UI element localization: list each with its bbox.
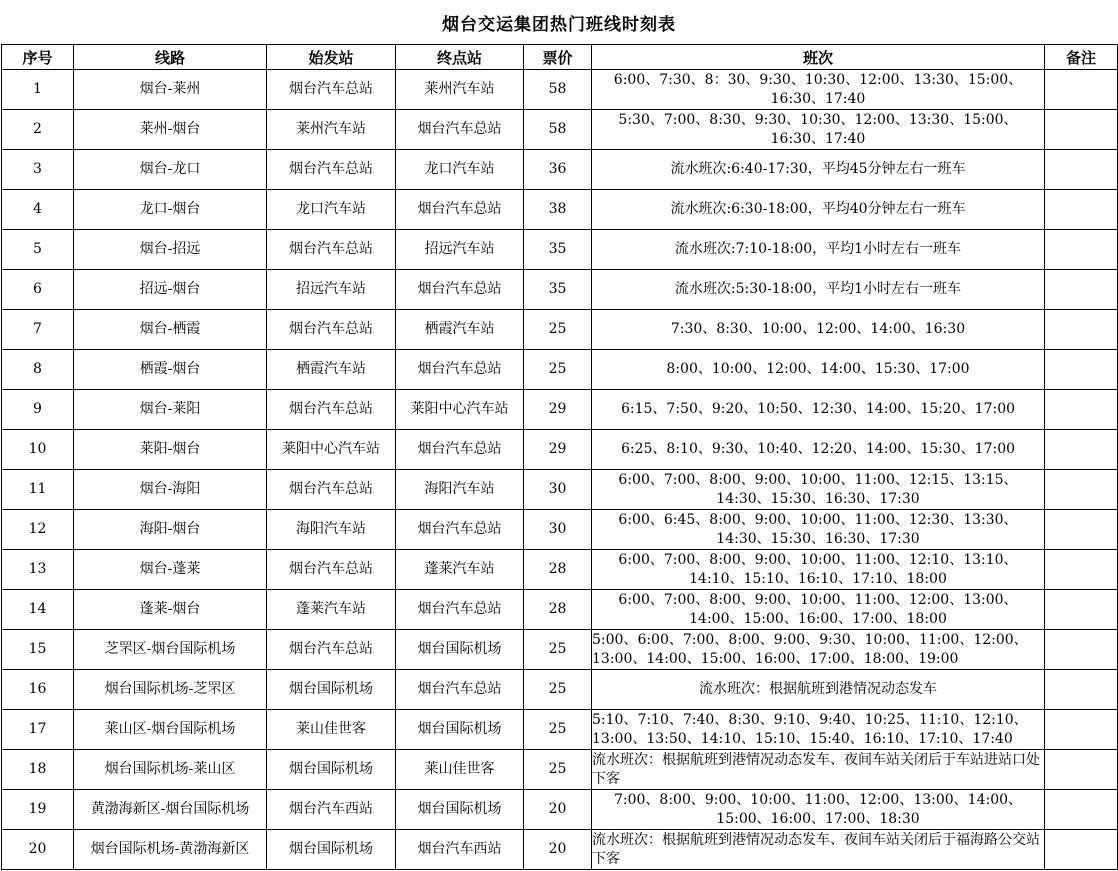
row-number: 15: [2, 630, 74, 670]
note: [1045, 670, 1118, 710]
origin-station: 烟台汽车总站: [267, 70, 396, 110]
ticket-price: 25: [524, 310, 592, 350]
destination-station: 烟台汽车总站: [396, 190, 524, 230]
table-row: [2, 830, 1118, 870]
ticket-price: 28: [524, 550, 592, 590]
schedule-table: [1, 44, 1118, 870]
table-row: [2, 710, 1118, 750]
destination-station: 烟台汽车总站: [396, 110, 524, 150]
row-number: 2: [2, 110, 74, 150]
ticket-price: 30: [524, 470, 592, 510]
note: [1045, 230, 1118, 270]
header-note: 备注: [1045, 45, 1118, 70]
schedule-times: 8:00、10:00、12:00、14:00、15:30、17:00: [592, 350, 1045, 390]
table-row: [2, 70, 1118, 110]
row-number: 12: [2, 510, 74, 550]
origin-station: 烟台汽车总站: [267, 550, 396, 590]
row-number: 7: [2, 310, 74, 350]
note: [1045, 390, 1118, 430]
note: [1045, 350, 1118, 390]
route-name: 黄渤海新区-烟台国际机场: [74, 790, 267, 830]
origin-station: 烟台汽车总站: [267, 470, 396, 510]
destination-station: 烟台汽车西站: [396, 830, 524, 870]
row-number: 10: [2, 430, 74, 470]
route-name: 莱阳-烟台: [74, 430, 267, 470]
note: [1045, 590, 1118, 630]
note: [1045, 790, 1118, 830]
table-row: [2, 230, 1118, 270]
row-number: 14: [2, 590, 74, 630]
ticket-price: 25: [524, 710, 592, 750]
destination-station: 莱州汽车站: [396, 70, 524, 110]
table-row: [2, 550, 1118, 590]
row-number: 6: [2, 270, 74, 310]
note: [1045, 510, 1118, 550]
table-row: [2, 670, 1118, 710]
schedule-times: 5:00、6:00、7:00、8:00、9:00、9:30、10:00、11:00、12:00、13:00、14:00、15:00、16:00、17:00、18:00、19:00: [592, 630, 1045, 670]
ticket-price: 35: [524, 270, 592, 310]
table-row: [2, 470, 1118, 510]
table-row: [2, 270, 1118, 310]
note: [1045, 470, 1118, 510]
table-row: [2, 630, 1118, 670]
route-name: 烟台-龙口: [74, 150, 267, 190]
header-schedule: 班次: [592, 45, 1045, 70]
table-row: [2, 350, 1118, 390]
route-name: 烟台-栖霞: [74, 310, 267, 350]
ticket-price: 38: [524, 190, 592, 230]
note: [1045, 70, 1118, 110]
route-name: 烟台-海阳: [74, 470, 267, 510]
origin-station: 莱州汽车站: [267, 110, 396, 150]
note: [1045, 830, 1118, 870]
schedule-times: 7:30、8:30、10:00、12:00、14:00、16:30: [592, 310, 1045, 350]
origin-station: 烟台汽车西站: [267, 790, 396, 830]
note: [1045, 550, 1118, 590]
table-row: [2, 310, 1118, 350]
destination-station: 蓬莱汽车站: [396, 550, 524, 590]
row-number: 9: [2, 390, 74, 430]
route-name: 蓬莱-烟台: [74, 590, 267, 630]
destination-station: 莱山佳世客: [396, 750, 524, 790]
route-name: 烟台-招远: [74, 230, 267, 270]
schedule-times: 6:00、7:00、8:00、9:00、10:00、11:00、12:10、13:10、14:10、15:10、16:10、17:10、18:00: [592, 550, 1045, 590]
schedule-times: 6:15、7:50、9:20、10:50、12:30、14:00、15:20、17:00: [592, 390, 1045, 430]
origin-station: 蓬莱汽车站: [267, 590, 396, 630]
table-row: [2, 510, 1118, 550]
destination-station: 烟台汽车总站: [396, 350, 524, 390]
ticket-price: 35: [524, 230, 592, 270]
schedule-times: 流水班次:5:30-18:00，平均1小时左右一班车: [592, 270, 1045, 310]
ticket-price: 28: [524, 590, 592, 630]
row-number: 4: [2, 190, 74, 230]
schedule-times: 7:00、8:00、9:00、10:00、11:00、12:00、13:00、14:00、15:00、16:00、17:00、18:30: [592, 790, 1045, 830]
schedule-times: 流水班次:6:40-17:30，平均45分钟左右一班车: [592, 150, 1045, 190]
route-name: 烟台国际机场-黄渤海新区: [74, 830, 267, 870]
route-name: 烟台国际机场-莱山区: [74, 750, 267, 790]
ticket-price: 20: [524, 790, 592, 830]
note: [1045, 150, 1118, 190]
schedule-times: 6:00、7:30、8：30、9:30、10:30、12:00、13:30、15:00、16:30、17:40: [592, 70, 1045, 110]
row-number: 8: [2, 350, 74, 390]
origin-station: 烟台汽车总站: [267, 390, 396, 430]
route-name: 莱山区-烟台国际机场: [74, 710, 267, 750]
ticket-price: 29: [524, 430, 592, 470]
destination-station: 烟台汽车总站: [396, 670, 524, 710]
row-number: 16: [2, 670, 74, 710]
route-name: 烟台-莱州: [74, 70, 267, 110]
schedule-times: 流水班次:6:30-18:00，平均40分钟左右一班车: [592, 190, 1045, 230]
ticket-price: 25: [524, 350, 592, 390]
header-price: 票价: [524, 45, 592, 70]
destination-station: 烟台国际机场: [396, 710, 524, 750]
note: [1045, 310, 1118, 350]
schedule-times: 流水班次：根据航班到港情况动态发车、夜间车站关闭后于福海路公交站下客: [592, 830, 1045, 870]
header-no: 序号: [2, 45, 74, 70]
route-name: 海阳-烟台: [74, 510, 267, 550]
schedule-times: 流水班次:7:10-18:00，平均1小时左右一班车: [592, 230, 1045, 270]
schedule-times: 6:00、7:00、8:00、9:00、10:00、11:00、12:15、13:15、14:30、15:30、16:30、17:30: [592, 470, 1045, 510]
note: [1045, 190, 1118, 230]
origin-station: 烟台国际机场: [267, 830, 396, 870]
schedule-times: 流水班次：根据航班到港情况动态发车、夜间车站关闭后于车站进站口处下客: [592, 750, 1045, 790]
route-name: 栖霞-烟台: [74, 350, 267, 390]
destination-station: 烟台汽车总站: [396, 270, 524, 310]
ticket-price: 25: [524, 630, 592, 670]
note: [1045, 710, 1118, 750]
destination-station: 烟台汽车总站: [396, 510, 524, 550]
ticket-price: 30: [524, 510, 592, 550]
ticket-price: 20: [524, 830, 592, 870]
row-number: 19: [2, 790, 74, 830]
table-row: [2, 430, 1118, 470]
destination-station: 栖霞汽车站: [396, 310, 524, 350]
row-number: 20: [2, 830, 74, 870]
origin-station: 烟台汽车总站: [267, 630, 396, 670]
origin-station: 招远汽车站: [267, 270, 396, 310]
origin-station: 烟台国际机场: [267, 670, 396, 710]
destination-station: 海阳汽车站: [396, 470, 524, 510]
schedule-times: 流水班次：根据航班到港情况动态发车: [592, 670, 1045, 710]
route-name: 烟台-莱阳: [74, 390, 267, 430]
note: [1045, 750, 1118, 790]
schedule-times: 6:25、8:10、9:30、10:40、12:20、14:00、15:30、17:00: [592, 430, 1045, 470]
route-name: 烟台-蓬莱: [74, 550, 267, 590]
ticket-price: 25: [524, 670, 592, 710]
row-number: 1: [2, 70, 74, 110]
header-route: 线路: [74, 45, 267, 70]
origin-station: 海阳汽车站: [267, 510, 396, 550]
ticket-price: 29: [524, 390, 592, 430]
note: [1045, 110, 1118, 150]
page-title: 烟台交运集团热门班线时刻表: [442, 15, 676, 35]
destination-station: 招远汽车站: [396, 230, 524, 270]
route-name: 莱州-烟台: [74, 110, 267, 150]
note: [1045, 630, 1118, 670]
route-name: 烟台国际机场-芝罘区: [74, 670, 267, 710]
schedule-times: 6:00、7:00、8:00、9:00、10:00、11:00、12:00、13:00、14:00、15:00、16:00、17:00、18:00: [592, 590, 1045, 630]
origin-station: 烟台汽车总站: [267, 230, 396, 270]
origin-station: 烟台汽车总站: [267, 150, 396, 190]
table-body: [2, 70, 1118, 870]
schedule-times: 5:10、7:10、7:40、8:30、9:10、9:40、10:25、11:10、12:10、13:00、13:50、14:10、15:10、15:40、16:10、17:10、17:40: [592, 710, 1045, 750]
table-row: [2, 750, 1118, 790]
row-number: 13: [2, 550, 74, 590]
table-row: [2, 150, 1118, 190]
header-destination: 终点站: [396, 45, 524, 70]
table-row: [2, 590, 1118, 630]
destination-station: 烟台汽车总站: [396, 590, 524, 630]
header-row: [2, 45, 1118, 70]
destination-station: 烟台国际机场: [396, 790, 524, 830]
row-number: 17: [2, 710, 74, 750]
ticket-price: 58: [524, 110, 592, 150]
schedule-times: 5:30、7:00、8:30、9:30、10:30、12:00、13:30、15:00、16:30、17:40: [592, 110, 1045, 150]
table-row: [2, 390, 1118, 430]
destination-station: 烟台国际机场: [396, 630, 524, 670]
origin-station: 莱山佳世客: [267, 710, 396, 750]
origin-station: 莱阳中心汽车站: [267, 430, 396, 470]
schedule-times: 6:00、6:45、8:00、9:00、10:00、11:00、12:30、13:30、14:30、15:30、16:30、17:30: [592, 510, 1045, 550]
ticket-price: 36: [524, 150, 592, 190]
row-number: 18: [2, 750, 74, 790]
header-origin: 始发站: [267, 45, 396, 70]
origin-station: 烟台汽车总站: [267, 310, 396, 350]
ticket-price: 58: [524, 70, 592, 110]
row-number: 3: [2, 150, 74, 190]
row-number: 5: [2, 230, 74, 270]
table-row: [2, 190, 1118, 230]
destination-station: 莱阳中心汽车站: [396, 390, 524, 430]
origin-station: 烟台国际机场: [267, 750, 396, 790]
destination-station: 烟台汽车总站: [396, 430, 524, 470]
row-number: 11: [2, 470, 74, 510]
route-name: 龙口-烟台: [74, 190, 267, 230]
note: [1045, 430, 1118, 470]
route-name: 招远-烟台: [74, 270, 267, 310]
destination-station: 龙口汽车站: [396, 150, 524, 190]
origin-station: 龙口汽车站: [267, 190, 396, 230]
route-name: 芝罘区-烟台国际机场: [74, 630, 267, 670]
table-row: [2, 110, 1118, 150]
ticket-price: 25: [524, 750, 592, 790]
table-row: [2, 790, 1118, 830]
origin-station: 栖霞汽车站: [267, 350, 396, 390]
note: [1045, 270, 1118, 310]
